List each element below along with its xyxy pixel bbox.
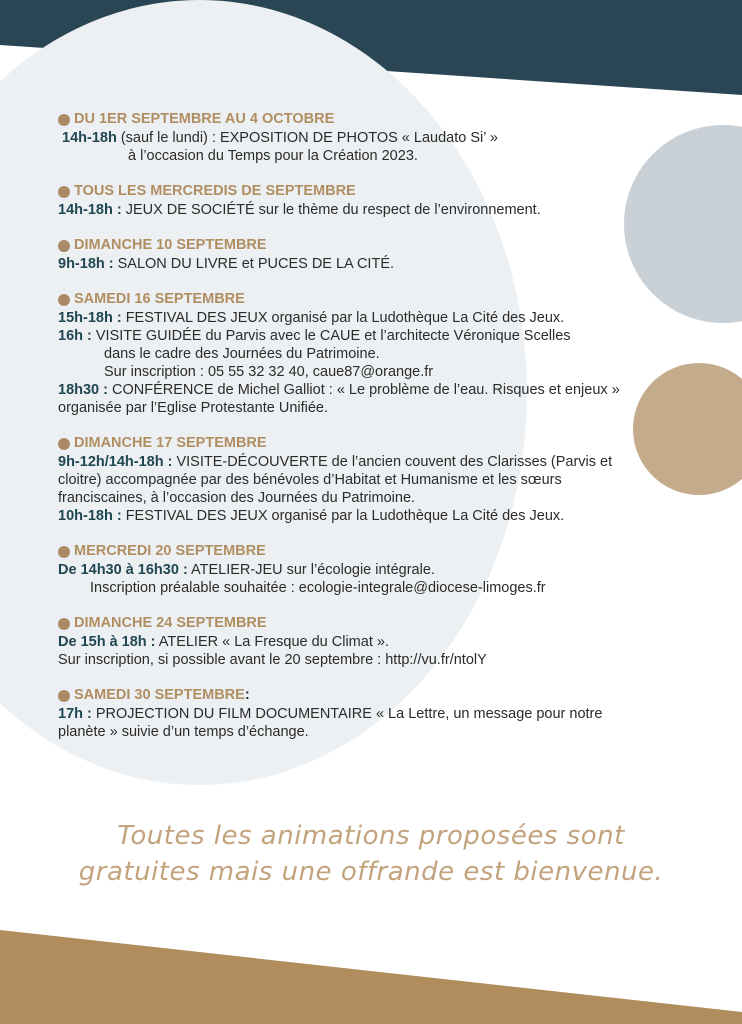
event-text: franciscaines, à l’occasion des Journées du Patrimoine. [58,490,416,506]
event-text: Inscription préalable souhaitée : ecologie-integrale@diocese-limoges.fr [90,580,546,596]
free-entry-note [0,818,742,890]
event-text: VISITE-DÉCOUVERTE de l’ancien couvent des Clarisses (Parvis et [172,454,613,470]
event-date: SAMEDI 16 SEPTEMBRE [74,291,245,307]
event-1 [58,110,708,165]
event-8 [58,686,708,741]
bullet-dot-icon [58,690,70,702]
event-time: 16h : [58,328,92,344]
footer-line-1: Toutes les animations proposées sont [117,821,625,851]
event-time: 15h-18h : [58,310,122,326]
event-date-suffix: : [244,687,250,703]
event-date: SAMEDI 30 SEPTEMBRE [74,687,245,703]
footer-line-2: gratuites mais une offrande est bienvenue. [78,857,664,887]
bullet-dot-icon [58,114,70,126]
event-text: cloitre) accompagnée par des bénévoles d’Habitat et Humanisme et les sœurs [58,472,562,488]
bullet-dot-icon [58,294,70,306]
event-2 [58,182,708,219]
event-time: 17h : [58,706,92,722]
bullet-dot-icon [58,618,70,630]
event-6 [58,542,708,597]
event-text: PROJECTION DU FILM DOCUMENTAIRE « La Lettre, un message pour notre [91,706,603,722]
event-date: MERCREDI 20 SEPTEMBRE [74,543,266,559]
event-text: Sur inscription : 05 55 32 32 40, caue87@orange.fr [104,364,434,380]
event-text: dans le cadre des Journées du Patrimoine. [104,346,380,362]
event-time: 18h30 : [58,382,108,398]
event-text: JEUX DE SOCIÉTÉ sur le thème du respect de l’environnement. [121,202,541,218]
event-time: 14h-18h [62,130,117,146]
event-3 [58,236,708,273]
event-list [58,110,708,758]
event-text: ATELIER « La Fresque du Climat ». [155,634,389,650]
event-text: VISITE GUIDÉE du Parvis avec le CAUE et l’architecte Véronique Scelles [91,328,571,344]
event-date: DIMANCHE 10 SEPTEMBRE [74,237,267,253]
event-text: (sauf le lundi) : EXPOSITION DE PHOTOS « Laudato Si’ » [116,130,498,146]
bullet-dot-icon [58,240,70,252]
bullet-dot-icon [58,186,70,198]
event-date: DIMANCHE 17 SEPTEMBRE [74,435,267,451]
event-date: DU 1ER SEPTEMBRE AU 4 OCTOBRE [74,111,335,127]
event-4 [58,290,708,417]
bullet-dot-icon [58,546,70,558]
event-text: FESTIVAL DES JEUX organisé par la Ludothèque La Cité des Jeux. [121,508,565,524]
event-5 [58,434,708,525]
event-text: planète » suivie d’un temps d’échange. [58,724,309,740]
event-time: De 15h à 18h : [58,634,156,650]
event-7 [58,614,708,669]
event-time: 10h-18h : [58,508,122,524]
event-time: 14h-18h : [58,202,122,218]
event-date: DIMANCHE 24 SEPTEMBRE [74,615,267,631]
event-text: à l’occasion du Temps pour la Création 2023. [128,148,418,164]
bottom-gold-band [0,924,742,1024]
event-text: organisée par l’Eglise Protestante Unifiée. [58,400,329,416]
event-text: SALON DU LIVRE et PUCES DE LA CITÉ. [113,256,395,272]
event-text: Sur inscription, si possible avant le 20 septembre : http://vu.fr/ntolY [58,652,487,668]
event-time: 9h-12h/14h-18h : [58,454,173,470]
bullet-dot-icon [58,438,70,450]
event-time: De 14h30 à 16h30 : [58,562,188,578]
event-text: ATELIER-JEU sur l’écologie intégrale. [187,562,435,578]
event-text: FESTIVAL DES JEUX organisé par la Ludothèque La Cité des Jeux. [121,310,565,326]
event-text: CONFÉRENCE de Michel Galliot : « Le problème de l’eau. Risques et enjeux » [107,382,620,398]
event-time: 9h-18h : [58,256,114,272]
event-date: TOUS LES MERCREDIS DE SEPTEMBRE [74,183,356,199]
